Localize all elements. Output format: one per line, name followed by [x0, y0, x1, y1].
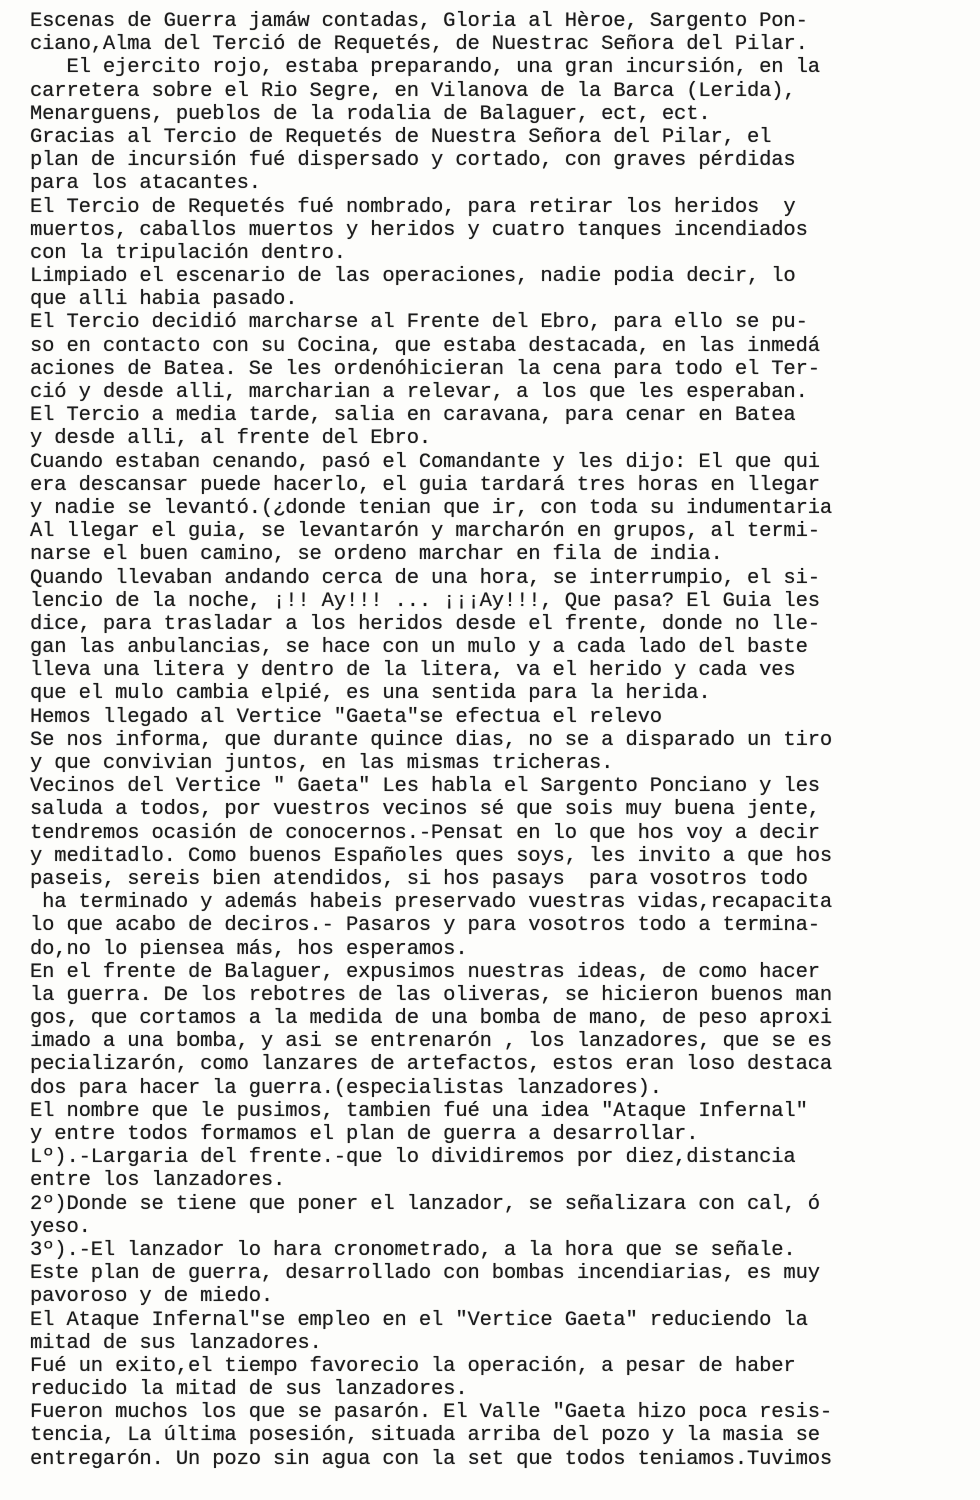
text-line: y nadie se levantó.(¿donde tenian que ir, con toda su indumentaria	[30, 496, 833, 520]
text-line: dos para hacer la guerra.(especialistas lanzadores).	[30, 1076, 662, 1100]
text-line: y entre todos formamos el plan de guerra a desarrollar.	[30, 1123, 699, 1146]
text-line: la guerra. De los rebotres de las oliveras, se hicieron buenos man	[30, 983, 833, 1007]
text-line: El Tercio de Requetés fué nombrado, para retirar los heridos y	[30, 195, 796, 219]
text-line: ciano,Alma del Terció de Requetés, de Nuestrac Señora del Pilar.	[30, 33, 808, 57]
text-line: Hemos llegado al Vertice "Gaeta"se efectua el relevo	[30, 705, 662, 729]
text-line: lo que acabo de deciros.- Pasaros y para vosotros todo a termina-	[30, 914, 820, 938]
text-line: Fueron muchos los que se pasarón. El Valle "Gaeta hizo poca resis-	[30, 1401, 833, 1425]
text-line: El Ataque Infernal"se empleo en el "Vertice Gaeta" reduciendo la	[30, 1308, 808, 1332]
text-line: ha terminado y además habeis preservado vuestras vidas,recapacita	[30, 891, 833, 915]
text-line: pavoroso y de miedo.	[30, 1285, 274, 1309]
text-line: y desde alli, al frente del Ebro.	[30, 427, 432, 451]
text-line: mitad de sus lanzadores.	[30, 1331, 322, 1355]
text-line: yeso.	[30, 1215, 91, 1239]
text-line: Menarguens, pueblos de la rodalia de Balaguer, ect, ect.	[30, 102, 711, 126]
text-line: aciones de Batea. Se les ordenóhicieran la cena para todo el Ter-	[30, 357, 820, 381]
text-line: so en contacto con su Cocina, que estaba destacada, en las inmedá	[30, 334, 820, 358]
text-line: lleva una litera y dentro de la litera, va el herido y cada ves	[30, 659, 796, 683]
text-line: El ejercito rojo, estaba preparando, una gran incursión, en la	[30, 56, 820, 80]
text-line: y que convivian juntos, en las mismas tricheras.	[30, 752, 614, 775]
text-line: muertos, caballos muertos y heridos y cuatro tanques incendiados	[30, 218, 808, 242]
text-line: Escenas de Guerra jamáw contadas, Gloria al Hèroe, Sargento Pon-	[30, 10, 808, 33]
text-line: y meditadlo. Como buenos Españoles ques soys, les invito a que hos	[30, 844, 833, 868]
text-line: Cuando estaban cenando, pasó el Comandante y les dijo: El que qui	[30, 450, 820, 474]
text-line: narse el buen camino, se ordeno marchar en fila de india.	[30, 543, 723, 567]
text-line: El Tercio a media tarde, salia en caravana, para cenar en Batea	[30, 404, 796, 428]
text-line: carretera sobre el Rio Segre, en Vilanova de la Barca (Lerida),	[30, 79, 796, 103]
text-line: reducido la mitad de sus lanzadores.	[30, 1378, 468, 1402]
text-line: Limpiado el escenario de las operaciones, nadie podia decir, lo	[30, 265, 796, 289]
text-line: Este plan de guerra, desarrollado con bombas incendiarias, es muy	[30, 1262, 820, 1286]
text-line: gan las anbulancias, se hace con un mulo y a cada lado del baste	[30, 636, 808, 660]
text-line: dice, para trasladar a los heridos desde el frente, donde no lle-	[30, 612, 820, 636]
text-line: que alli habia pasado.	[30, 288, 298, 312]
text-line: Vecinos del Vertice " Gaeta" Les habla el Sargento Ponciano y les	[30, 775, 820, 799]
text-line: que el mulo cambia elpié, es una sentida para la herida.	[30, 682, 711, 706]
text-line: saluda a todos, por vuestros vecinos sé que sois muy buena jente,	[30, 798, 820, 822]
text-line: entregarón. Un pozo sin agua con la set que todos teniamos.Tuvimos	[30, 1447, 833, 1471]
text-line: gos, que cortamos a la medida de una bomba de mano, de peso aproxi	[30, 1007, 833, 1031]
text-line: Lº).-Largaria del frente.-que lo dividiremos por diez,distancia	[30, 1146, 796, 1170]
text-line: tendremos ocasión de conocernos.-Pensat en lo que hos voy a decir	[30, 821, 820, 845]
text-line: para los atacantes.	[30, 172, 261, 196]
text-line: era descansar puede hacerlo, el guia tardará tres horas en llegar	[30, 473, 820, 497]
text-line: 2º)Donde se tiene que poner el lanzador, se señalizara con cal, ó	[30, 1192, 820, 1216]
text-line: Gracias al Tercio de Requetés de Nuestra Señora del Pilar, el	[30, 125, 772, 149]
text-line: Al llegar el guia, se levantarón y marcharón en grupos, al termi-	[30, 520, 820, 544]
text-line: Se nos informa, que durante quince dias, no se a disparado un tiro	[30, 728, 833, 752]
text-line: lencio de la noche, ¡!! Ay!!! ... ¡¡¡Ay!!!, Que pasa? El Guia les	[30, 589, 820, 613]
text-line: con la tripulación dentro.	[30, 241, 346, 265]
typed-text-block	[30, 10, 980, 1471]
text-line: El nombre que le pusimos, tambien fué una idea "Ataque Infernal"	[30, 1099, 808, 1123]
text-line: pecializarón, como lanzares de artefactos, estos eran loso destaca	[30, 1053, 833, 1077]
text-line: Fué un exito,el tiempo favorecio la operación, a pesar de haber	[30, 1354, 796, 1378]
text-line: ció y desde alli, marcharian a relevar, a los que les esperaban.	[30, 381, 808, 404]
text-line: imado a una bomba, y asi se entrenarón , los lanzadores, que se es	[30, 1030, 833, 1054]
text-line: 3º).-El lanzador lo hara cronometrado, a la hora que se señale.	[30, 1238, 796, 1262]
text-line: En el frente de Balaguer, expusimos nuestras ideas, de como hacer	[30, 960, 820, 984]
text-line: paseis, sereis bien atendidos, si hos pasays para vosotros todo	[30, 867, 808, 891]
text-line: tencia, La última posesión, situada arriba del pozo y la masia se	[30, 1424, 820, 1448]
text-line: Quando llevaban andando cerca de una hora, se interrumpio, el si-	[30, 566, 820, 590]
text-line: plan de incursión fué dispersado y cortado, con graves pérdidas	[30, 149, 796, 173]
text-line: El Tercio decidió marcharse al Frente del Ebro, para ello se pu-	[30, 311, 808, 335]
text-line: entre los lanzadores.	[30, 1169, 286, 1193]
text-line: do,no lo piensea más, hos esperamos.	[30, 937, 468, 961]
